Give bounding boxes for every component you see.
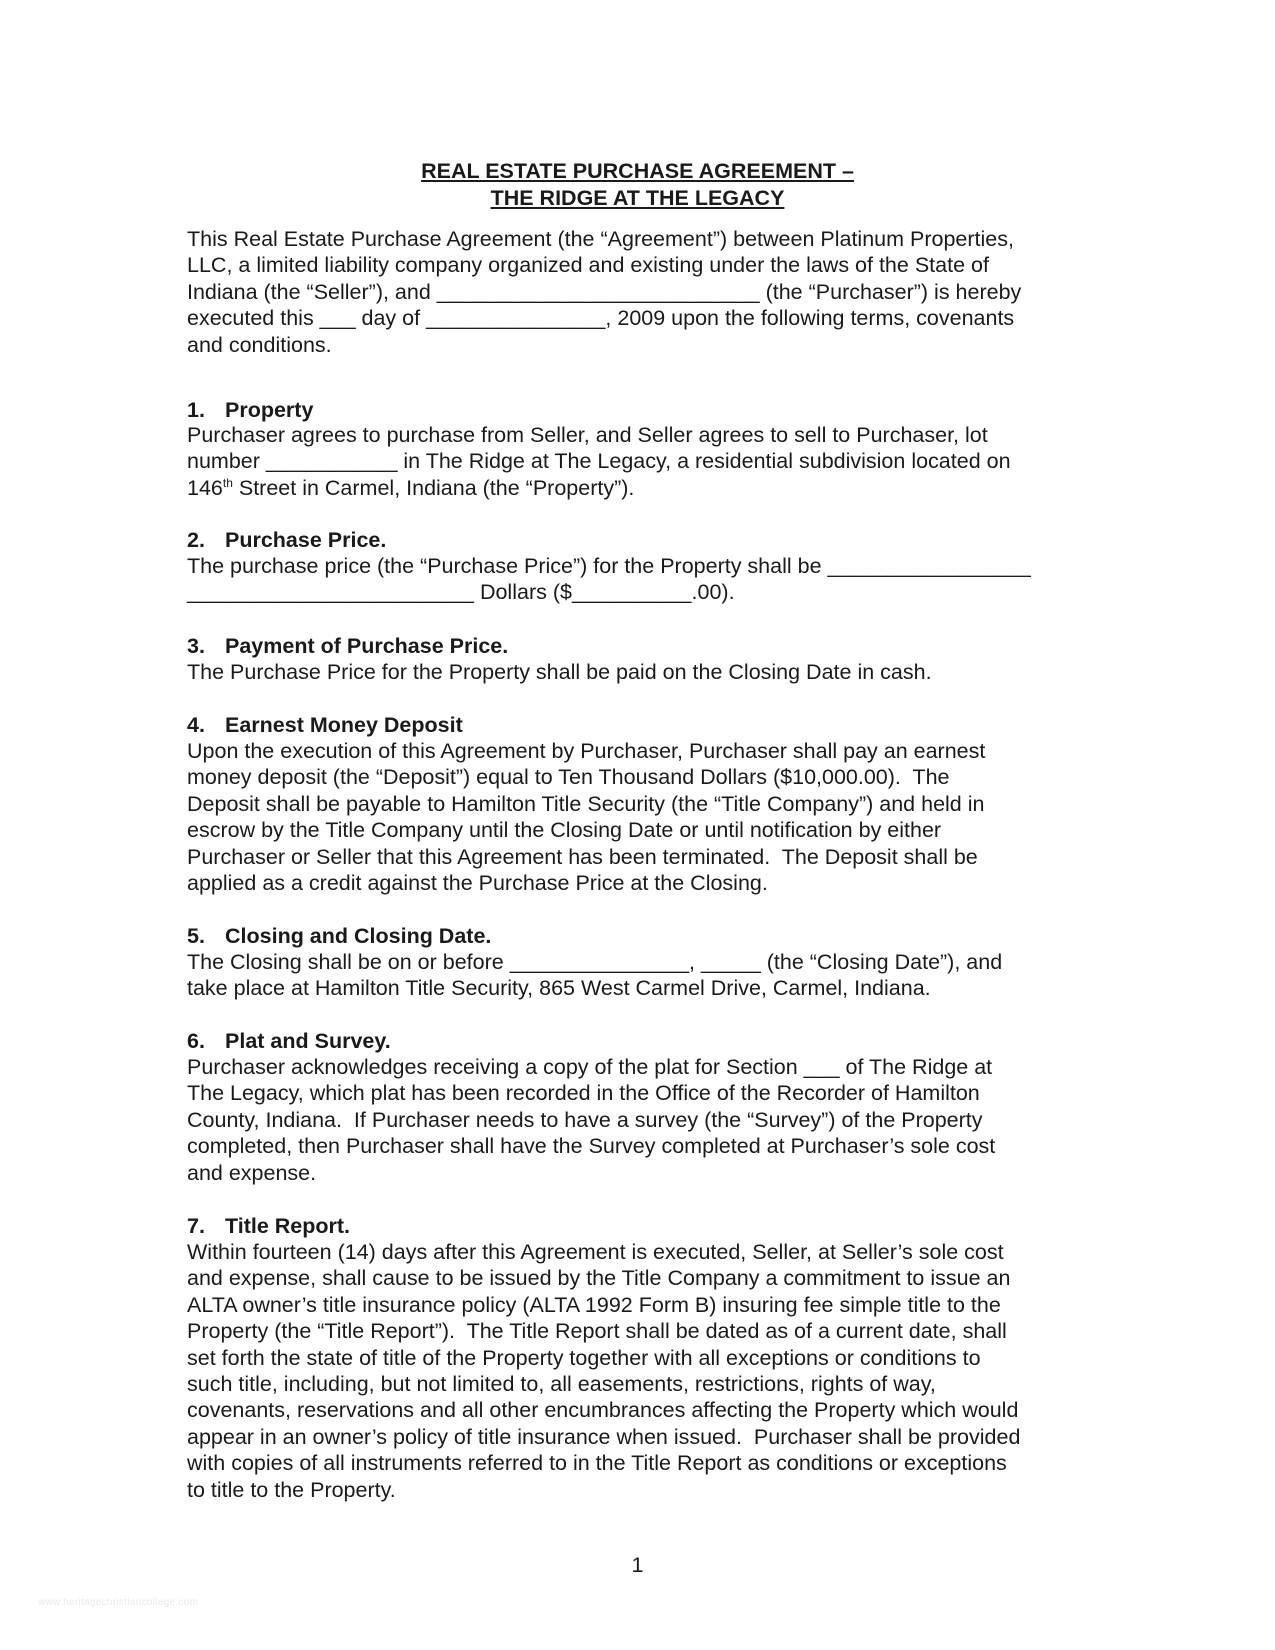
section-5-title: Closing and Closing Date. xyxy=(225,924,492,948)
section-2-heading xyxy=(187,527,386,553)
section-4-number: 4. xyxy=(187,713,205,737)
section-6-heading xyxy=(187,1028,391,1054)
section-6-title: Plat and Survey. xyxy=(225,1029,391,1053)
section-1-number: 1. xyxy=(187,398,205,422)
watermark: www.heritagechristiancollege.com xyxy=(38,1597,199,1608)
section-2-body: The purchase price (the “Purchase Price”) for the Property shall be _________________ ________________________ Dollars ($__________.00). xyxy=(187,554,1031,605)
section-1-title: Property xyxy=(225,398,314,422)
section-1-body-street: 146 xyxy=(187,475,223,500)
section-5-number: 5. xyxy=(187,924,205,948)
section-3-body: The Purchase Price for the Property shall be paid on the Closing Date in cash. xyxy=(187,660,932,684)
section-4-heading xyxy=(187,712,463,738)
section-7-title: Title Report. xyxy=(225,1214,351,1238)
section-1-body xyxy=(187,422,1087,501)
section-4-body: Upon the execution of this Agreement by Purchaser, Purchaser shall pay an earnest money deposit (the “Deposit”) equal to Ten Thousand Dollars ($10,000.00). The Deposit shall be payable to Hamilton Title Security (the “Title Company”) and held in escrow by the Title Company until the Closing Date or until notification by either Purchaser or Seller that this Agreement has been terminated. The Deposit shall be applied as a credit against the Purchase Price at the Closing. xyxy=(187,739,986,896)
section-4-title: Earnest Money Deposit xyxy=(225,713,463,737)
section-3-heading xyxy=(187,633,508,659)
section-3-title: Payment of Purchase Price. xyxy=(225,634,509,658)
intro-paragraph: This Real Estate Purchase Agreement (the “Agreement”) between Platinum Properties, LLC, a limited liability company organized and existing under the laws of the State of Indiana (the “Seller”), and ___________________________ (the “Purchaser”) is hereby executed this ___ day of _______________, 2009 upon the following terms, covenants and conditions. xyxy=(187,227,1022,357)
title-line-2: THE RIDGE AT THE LEGACY xyxy=(490,186,785,210)
title-line-1: REAL ESTATE PURCHASE AGREEMENT – xyxy=(421,159,854,183)
section-3-number: 3. xyxy=(187,634,205,658)
section-5-body: The Closing shall be on or before _______________, _____ (the “Closing Date”), and take place at Hamilton Title Security, 865 West Carmel Drive, Carmel, Indiana. xyxy=(187,950,1003,1001)
section-6-body: Purchaser acknowledges receiving a copy of the plat for Section ___ of The Ridge at The Legacy, which plat has been recorded in the Office of the Recorder of Hamilton County, Indiana. If Purchaser needs to have a survey (the “Survey”) of the Property completed, then Purchaser shall have the Survey completed at Purchaser’s sole cost and expense. xyxy=(187,1055,996,1185)
page-number: 1 xyxy=(631,1553,644,1577)
section-1-heading xyxy=(187,397,313,423)
section-1-body-ordinal: th xyxy=(222,475,233,490)
document-title xyxy=(0,158,1275,212)
section-7-heading xyxy=(187,1213,350,1239)
section-5-heading xyxy=(187,923,491,949)
section-7-body: Within fourteen (14) days after this Agreement is executed, Seller, at Seller’s sole cost and expense, shall cause to be issued by the Title Company a commitment to issue an ALTA owner’s title insurance policy (ALTA 1992 Form B) insuring fee simple title to the Property (the “Title Report”). The Title Report shall be dated as of a current date, shall set forth the state of title of the Property together with all exceptions or conditions to such title, including, but not limited to, all easements, restrictions, rights of way, covenants, reservations and all other encumbrances affecting the Property which would appear in an owner’s policy of title insurance when issued. Purchaser shall be provided with copies of all instruments referred to in the Title Report as conditions or exceptions to title to the Property. xyxy=(187,1240,1021,1502)
section-1-body-text: Purchaser agrees to purchase from Seller, and Seller agrees to sell to Purchaser, lot number ___________ in The Ridge at The Legacy, a residential subdivision located on xyxy=(187,423,1011,474)
section-2-title: Purchase Price. xyxy=(225,528,387,552)
section-2-number: 2. xyxy=(187,528,205,552)
section-6-number: 6. xyxy=(187,1029,205,1053)
section-7-number: 7. xyxy=(187,1214,205,1238)
section-1-body-rest: Street in Carmel, Indiana (the “Property”). xyxy=(232,475,635,500)
